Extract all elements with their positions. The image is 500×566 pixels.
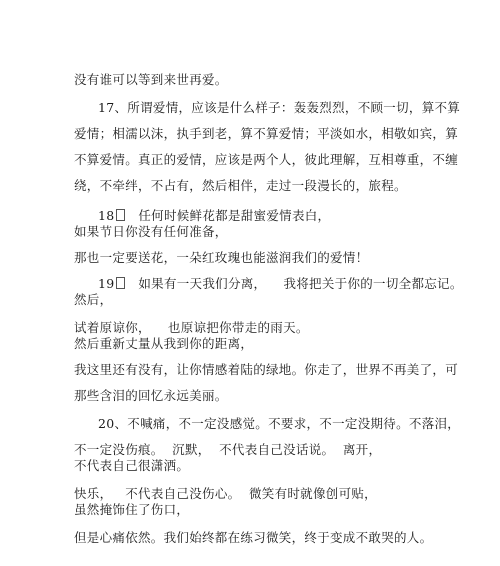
text-line bbox=[98, 276, 463, 292]
text-line: 那些含泪的回忆永远美丽。 bbox=[74, 388, 228, 403]
text-line: 虽然掩饰住了伤口， bbox=[74, 502, 190, 517]
text-line: 快乐， 不代表自己没伤心。 微笑有时就像创可贴， bbox=[74, 486, 377, 501]
text-line: 如果节日你没有任何准备， bbox=[74, 224, 228, 239]
text-line: 那也一定要送花，一朵红玫瑰也能滋润我们的爱情！ bbox=[74, 250, 369, 265]
text-line: 不一定没伤痕。 沉默， 不代表自己没话说。 离开， bbox=[74, 442, 382, 457]
text-line: 我这里还有没有，让你情感着陆的绿地。你走了，世界不再美了，可 bbox=[74, 362, 459, 377]
text-line: 不代表自己很潇洒。 bbox=[74, 458, 190, 473]
text-line: 但是心痛依然。我们始终都在练习微笑，终于变成不敢哭的人。 bbox=[74, 530, 433, 545]
line-text: 如果有一天我们分离， 我将把关于你的一切全都忘记。 bbox=[138, 276, 463, 291]
text-line bbox=[98, 208, 330, 224]
missing-glyph-icon bbox=[116, 209, 125, 221]
text-line: 17、所谓爱情，应该是什么样子：轰轰烈烈，不顾一切，算不算 bbox=[98, 100, 461, 115]
text-line: 爱情；相濡以沫，执手到老，算不算爱情；平淡如水，相敬如宾，算 bbox=[74, 126, 459, 141]
text-line: 不算爱情。真正的爱情，应该是两个人，彼此理解，互相尊重，不缠 bbox=[74, 152, 459, 167]
item-number: 19 bbox=[98, 276, 115, 291]
text-line: 没有谁可以等到来世再爱。 bbox=[74, 72, 228, 87]
text-line: 绕，不牵绊，不占有，然后相伴，走过一段漫长的，旅程。 bbox=[74, 178, 407, 193]
text-line: 20、不喊痛，不一定没感觉。不要求，不一定没期待。不落泪， bbox=[98, 416, 461, 431]
text-line: 然后， bbox=[74, 292, 113, 307]
item-number: 18 bbox=[98, 208, 115, 223]
missing-glyph-icon bbox=[116, 277, 125, 289]
line-text: 任何时候鲜花都是甜蜜爱情表白， bbox=[138, 208, 331, 223]
text-line: 然后重新丈量从我到你的距离， bbox=[74, 336, 254, 351]
text-line: 试着原谅你， 也原谅把你带走的雨天。 bbox=[74, 320, 309, 335]
